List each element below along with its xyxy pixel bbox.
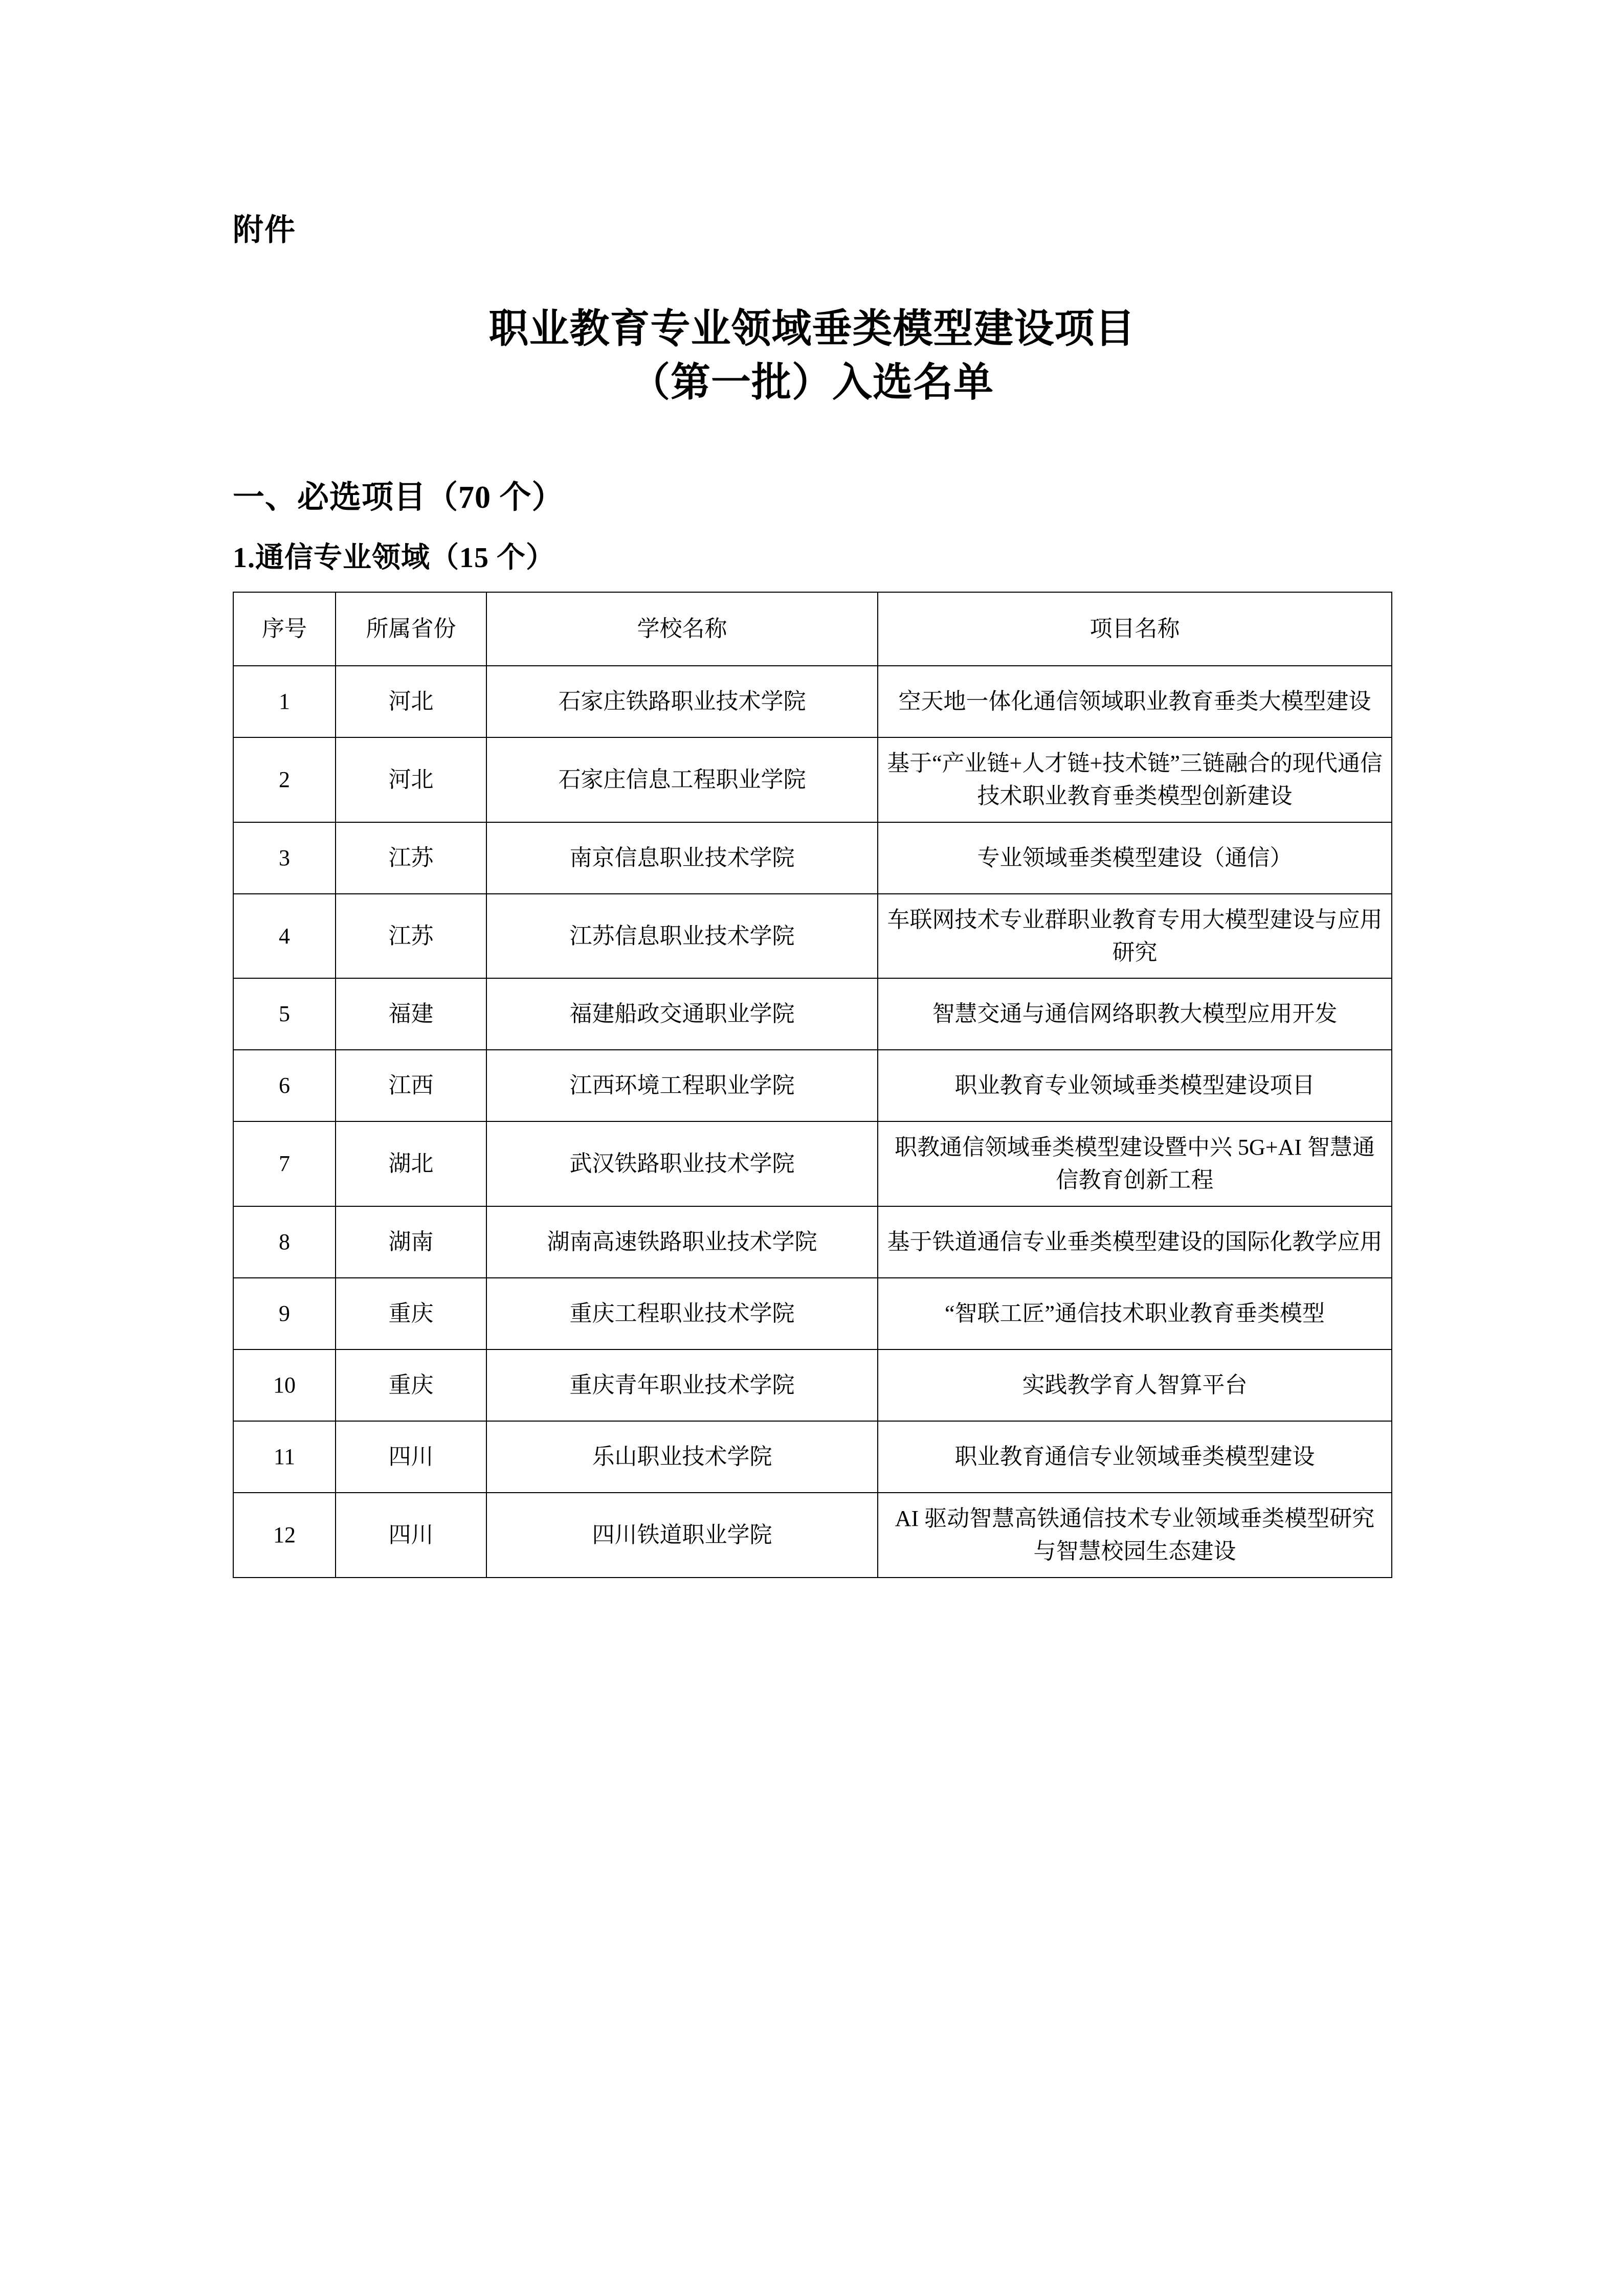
page-title-line-2: （第一批）入选名单 xyxy=(630,359,994,405)
cell-province: 湖南 xyxy=(336,1206,486,1278)
table-row xyxy=(233,737,1392,822)
cell-school: 江西环境工程职业学院 xyxy=(486,1050,878,1121)
cell-seq: 10 xyxy=(233,1349,336,1421)
table-row xyxy=(233,1421,1392,1493)
subsection-heading-communications: 1.通信专业领域（15 个） xyxy=(233,542,555,574)
cell-project: 基于铁道通信专业垂类模型建设的国际化教学应用 xyxy=(878,1206,1392,1278)
cell-project: 智慧交通与通信网络职教大模型应用开发 xyxy=(878,978,1392,1050)
table-row xyxy=(233,1493,1392,1578)
cell-province: 重庆 xyxy=(336,1349,486,1421)
page-content xyxy=(233,0,1391,1578)
cell-school: 石家庄铁路职业技术学院 xyxy=(486,666,878,737)
cell-seq: 9 xyxy=(233,1278,336,1349)
page-title-line-1: 职业教育专业领域垂类模型建设项目 xyxy=(488,306,1136,351)
cell-project: 职业教育通信专业领域垂类模型建设 xyxy=(878,1421,1392,1493)
column-header-seq: 序号 xyxy=(233,592,336,666)
cell-school: 重庆青年职业技术学院 xyxy=(486,1349,878,1421)
cell-project: 实践教学育人智算平台 xyxy=(878,1349,1392,1421)
cell-school: 重庆工程职业技术学院 xyxy=(486,1278,878,1349)
cell-school: 湖南高速铁路职业技术学院 xyxy=(486,1206,878,1278)
cell-province: 四川 xyxy=(336,1493,486,1578)
cell-province: 河北 xyxy=(336,737,486,822)
cell-school: 南京信息职业技术学院 xyxy=(486,822,878,894)
cell-project: 基于“产业链+人才链+技术链”三链融合的现代通信技术职业教育垂类模型创新建设 xyxy=(878,737,1392,822)
cell-project: 空天地一体化通信领域职业教育垂类大模型建设 xyxy=(878,666,1392,737)
cell-seq: 1 xyxy=(233,666,336,737)
table-row xyxy=(233,1206,1392,1278)
cell-province: 河北 xyxy=(336,666,486,737)
cell-province: 江苏 xyxy=(336,894,486,979)
cell-seq: 11 xyxy=(233,1421,336,1493)
cell-school: 乐山职业技术学院 xyxy=(486,1421,878,1493)
section-heading-required-projects: 一、必选项目（70 个） xyxy=(233,480,564,515)
cell-seq: 2 xyxy=(233,737,336,822)
cell-project: 车联网技术专业群职业教育专用大模型建设与应用研究 xyxy=(878,894,1392,979)
cell-school: 石家庄信息工程职业学院 xyxy=(486,737,878,822)
column-header-province: 所属省份 xyxy=(336,592,486,666)
cell-province: 重庆 xyxy=(336,1278,486,1349)
attachment-label: 附件 xyxy=(233,213,296,247)
cell-seq: 6 xyxy=(233,1050,336,1121)
selected-projects-table xyxy=(233,592,1392,1578)
cell-project: “智联工匠”通信技术职业教育垂类模型 xyxy=(878,1278,1392,1349)
cell-project: 职教通信领域垂类模型建设暨中兴 5G+AI 智慧通信教育创新工程 xyxy=(878,1121,1392,1206)
cell-seq: 8 xyxy=(233,1206,336,1278)
cell-school: 武汉铁路职业技术学院 xyxy=(486,1121,878,1206)
cell-province: 四川 xyxy=(336,1421,486,1493)
page-title xyxy=(233,302,1391,410)
cell-province: 湖北 xyxy=(336,1121,486,1206)
cell-seq: 3 xyxy=(233,822,336,894)
cell-seq: 7 xyxy=(233,1121,336,1206)
cell-project: 专业领域垂类模型建设（通信） xyxy=(878,822,1392,894)
cell-project: AI 驱动智慧高铁通信技术专业领域垂类模型研究与智慧校园生态建设 xyxy=(878,1493,1392,1578)
table-row xyxy=(233,822,1392,894)
table-row xyxy=(233,1349,1392,1421)
column-header-project: 项目名称 xyxy=(878,592,1392,666)
table-header xyxy=(233,592,1392,666)
cell-province: 江西 xyxy=(336,1050,486,1121)
cell-province: 江苏 xyxy=(336,822,486,894)
cell-seq: 4 xyxy=(233,894,336,979)
cell-school: 江苏信息职业技术学院 xyxy=(486,894,878,979)
cell-seq: 12 xyxy=(233,1493,336,1578)
cell-school: 福建船政交通职业学院 xyxy=(486,978,878,1050)
table-row xyxy=(233,1278,1392,1349)
column-header-school: 学校名称 xyxy=(486,592,878,666)
cell-province: 福建 xyxy=(336,978,486,1050)
cell-project: 职业教育专业领域垂类模型建设项目 xyxy=(878,1050,1392,1121)
table-row xyxy=(233,1050,1392,1121)
cell-school: 四川铁道职业学院 xyxy=(486,1493,878,1578)
table-header-row xyxy=(233,592,1392,666)
table-row xyxy=(233,1121,1392,1206)
table-row xyxy=(233,666,1392,737)
table-row xyxy=(233,978,1392,1050)
cell-seq: 5 xyxy=(233,978,336,1050)
table-row xyxy=(233,894,1392,979)
table-body xyxy=(233,666,1392,1577)
